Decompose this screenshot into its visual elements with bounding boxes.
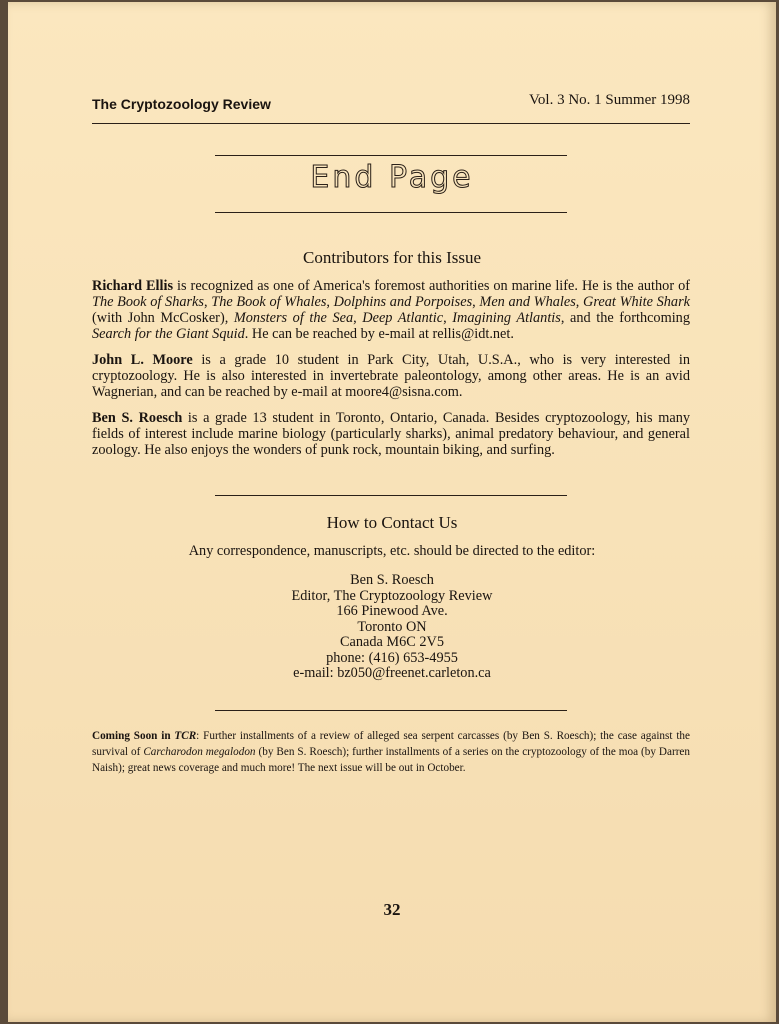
coming-soon-note xyxy=(92,728,690,776)
section-divider xyxy=(215,495,567,496)
italic-title: The Book of Sharks xyxy=(92,294,204,310)
text-run: (with John McCosker), xyxy=(92,310,234,326)
text-run: , xyxy=(575,294,584,310)
italic-title: The Book of Whales xyxy=(211,294,327,310)
contributor-bio xyxy=(92,410,690,458)
text-run: , xyxy=(326,294,334,310)
italic-title: Deep Atlantic xyxy=(362,310,444,326)
contributor-bio xyxy=(92,278,690,342)
contributors-heading: Contributors for this Issue xyxy=(302,248,482,267)
italic-title: Carcharodon megalodon xyxy=(143,746,256,758)
coming-soon-label: Coming Soon in xyxy=(92,730,175,742)
journal-title: The Cryptozoology Review xyxy=(92,96,271,112)
text-run: , xyxy=(203,294,212,310)
address-line: Ben S. Roesch xyxy=(350,572,434,588)
page-number: 32 xyxy=(383,900,401,919)
contact-intro: Any correspondence, manuscripts, etc. should be directed to the editor: xyxy=(188,543,596,559)
address-line: e-mail: bz050@freenet.carleton.ca xyxy=(293,665,491,681)
title-rule-bottom xyxy=(215,212,567,213)
contributor-name: John L. Moore xyxy=(92,352,193,368)
italic-title: Imagining Atlantis xyxy=(452,310,561,326)
contact-heading: How to Contact Us xyxy=(326,513,458,532)
text-run: , xyxy=(353,310,363,326)
text-run: , xyxy=(443,310,453,326)
section-divider xyxy=(215,710,567,711)
header-rule xyxy=(92,123,690,124)
text-run: , and the forthcoming xyxy=(560,310,690,326)
running-header xyxy=(92,92,690,116)
italic-title: Search for the Giant Squid xyxy=(92,326,245,342)
italic-title: Great White Shark xyxy=(583,294,690,310)
address-line: Toronto ON xyxy=(357,618,427,635)
address-line: 166 Pinewood Ave. xyxy=(336,603,448,619)
contributor-name: Richard Ellis xyxy=(92,278,174,294)
text-run: is a grade 13 student in Toronto, Ontario, Canada. Besides cryptozoology, his many fields of interest include marine biology (particularly sharks), animal predatory behaviour, and general zoology. He also enjoys the wonders of punk rock, mountain biking, and surfing. xyxy=(92,410,690,458)
contributor-name: Ben S. Roesch xyxy=(92,410,183,426)
page-title: End Page xyxy=(310,160,474,195)
issue-info: Vol. 3 No. 1 Summer 1998 xyxy=(529,92,690,108)
text-run: : Further installments of a review of alleged sea serpent carcasses (by Ben S. Roesch); the case against the survival of xyxy=(92,730,690,758)
contributor-bio xyxy=(92,352,690,400)
text-run: (by Ben S. Roesch); further installments of a series on the cryptozoology of the moa (by Darren Naish); great news coverage and much more! The next issue will be out in October. xyxy=(92,746,690,774)
text-run: is recognized as one of America's foremost authorities on marine life. He is the author of xyxy=(173,278,690,294)
text-run: . He can be reached by e-mail at rellis@idt.net. xyxy=(244,326,514,342)
italic-title: Dolphins and Porpoises xyxy=(333,294,473,310)
italic-title: Men and Whales xyxy=(479,294,576,310)
text-run: , xyxy=(472,294,480,310)
document-page xyxy=(8,2,776,1022)
text-run: is a grade 10 student in Park City, Utah, U.S.A., who is very interested in cryptozoology. He is also interested in invertebrate paleontology, among other areas. He is an avid Wagnerian, and can be reached by e-mail at moore4@sisna.com. xyxy=(92,352,690,400)
italic-title: Monsters of the Sea xyxy=(233,310,354,326)
address-line: phone: (416) 653-4955 xyxy=(326,649,458,666)
title-rule-top xyxy=(215,155,567,156)
address-line: Canada M6C 2V5 xyxy=(339,634,445,650)
editor-address xyxy=(8,573,776,682)
coming-soon-abbr: TCR xyxy=(174,730,197,742)
address-line: Editor, The Cryptozoology Review xyxy=(291,587,493,604)
contributor-bios xyxy=(92,278,690,468)
